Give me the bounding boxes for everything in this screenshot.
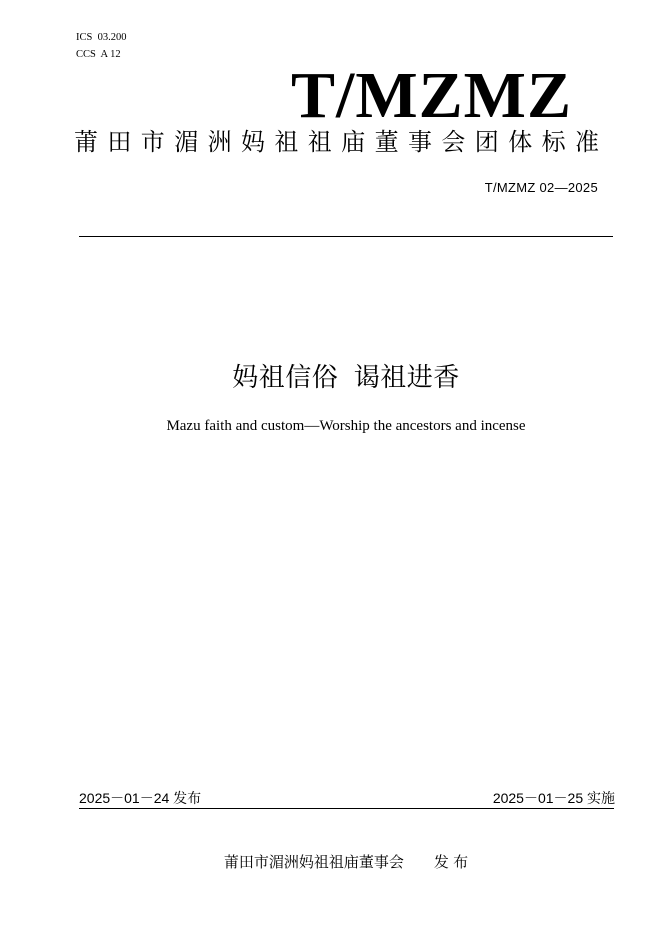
ics-classification: ICS 03.200 bbox=[76, 32, 127, 43]
publisher-action: 发 布 bbox=[433, 854, 469, 871]
standard-code-logo: T/MZMZ bbox=[291, 59, 572, 132]
publish-date: 2025－01－24 发布 bbox=[79, 790, 202, 806]
ccs-classification: CCS A 12 bbox=[76, 49, 121, 60]
top-divider bbox=[79, 236, 613, 237]
publisher-name: 莆田市湄洲妈祖祖庙董事会 bbox=[223, 854, 404, 871]
organization-standard-heading: 莆田市湄洲妈祖祖庙董事会团体标准 bbox=[74, 130, 609, 156]
document-title-zh: 妈祖信俗 谒祖进香 bbox=[232, 362, 460, 392]
implementation-date: 2025－01－25 实施 bbox=[492, 790, 615, 806]
publisher-line bbox=[79, 853, 613, 873]
bottom-divider bbox=[79, 808, 614, 809]
standard-number: T/MZMZ 02—2025 bbox=[484, 180, 598, 195]
document-title-en: Mazu faith and custom—Worship the ancestors and incense bbox=[166, 418, 526, 434]
